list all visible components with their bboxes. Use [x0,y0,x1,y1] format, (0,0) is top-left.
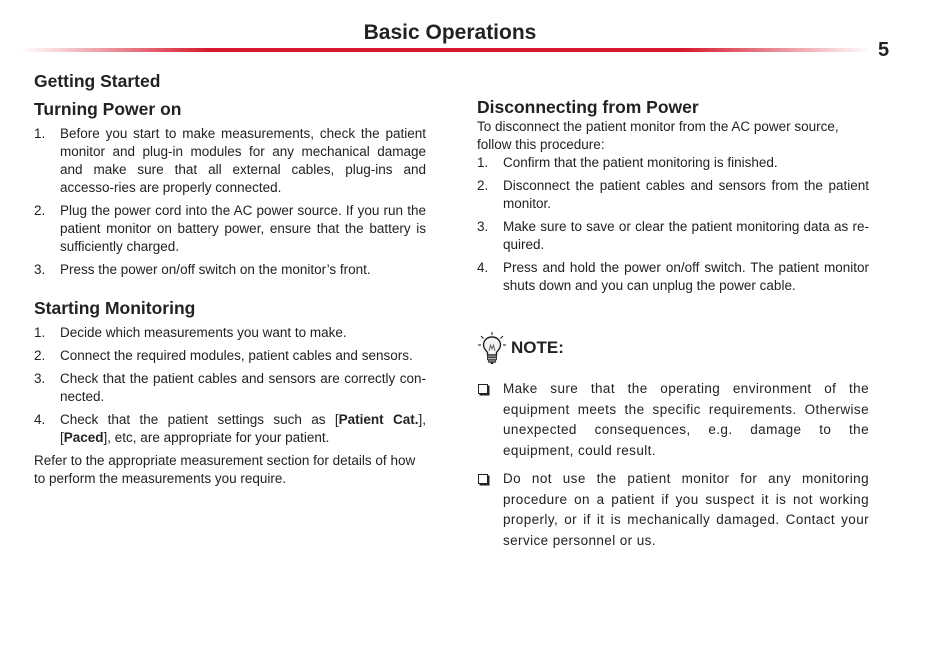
refer-paragraph: Refer to the appropriate measurement section for details of how to perform the measurements you require. [34,453,416,486]
list-item [34,411,426,447]
note-list [477,379,869,551]
page-number: 5 [878,39,890,61]
list-item [34,125,426,197]
list-item [34,347,426,365]
list-item [477,154,869,172]
step-text-part: Check that the patient settings such as [ [60,412,339,427]
step-text: Disconnect the patient cables and sensors from the patient monitor. [503,178,869,211]
list-item [34,202,426,256]
step-text: Check that the patient cables and sensors are correctly con-nected. [60,371,426,404]
power-on-steps [34,125,426,279]
step-number: 2. [34,348,46,363]
note-header [477,331,869,365]
list-item [477,469,869,551]
step-number: 3. [477,219,489,234]
step-number: 3. [34,262,46,277]
step-text: Plug the power cord into the AC power source. If you run the patient monitor on battery power, ensure that the battery is sufficiently charged. [60,203,426,254]
step-number: 4. [34,412,46,427]
checkbox-bullet-icon [478,384,488,394]
left-column [34,70,426,488]
step-text-part: ], etc, are appropriate for your patient. [103,430,330,445]
setting-patient-cat: Patient Cat. [338,412,419,427]
lightbulb-icon [477,331,507,365]
list-item [477,218,869,254]
setting-paced: Paced [63,430,104,445]
step-number: 4. [477,260,489,275]
header-rule [22,48,870,52]
checkbox-bullet-icon [478,474,488,484]
right-column [477,96,869,559]
list-item [477,259,869,295]
step-text: Confirm that the patient monitoring is finished. [503,155,778,170]
list-item [34,370,426,406]
list-item [34,261,426,279]
subsection-title-starting-monitoring: Starting Monitoring [34,298,196,318]
step-number: 1. [34,126,46,141]
step-text: Press the power on/off switch on the monitor’s front. [60,262,371,277]
step-number: 2. [34,203,46,218]
step-text: Press and hold the power on/off switch. The patient monitor shuts down and you can unplug the power cable. [503,260,869,293]
note-text: Do not use the patient monitor for any monitoring procedure on a patient if you suspect it is not working properly, or if it is mechanically damaged. Contact your service personnel or us. [503,471,869,548]
step-number: 1. [34,325,46,340]
step-number: 3. [34,371,46,386]
step-text-part: ], [ [60,412,427,445]
disconnect-intro: To disconnect the patient monitor from the AC power source, follow this procedure: [477,119,839,152]
monitoring-steps [34,324,426,447]
subsection-title-disconnecting: Disconnecting from Power [477,97,699,117]
list-item [34,324,426,342]
note-text: Make sure that the operating environment of the equipment meets the specific requirements. Otherwise unexpected consequences, e.g. damage to the equipment, could result. [503,381,869,458]
step-number: 2. [477,178,489,193]
subsection-title-turning-power-on: Turning Power on [34,99,182,119]
step-text: Make sure to save or clear the patient monitoring data as re-quired. [503,219,869,252]
list-item [477,379,869,461]
step-number: 1. [477,155,489,170]
section-title-getting-started: Getting Started [34,71,161,91]
list-item [477,177,869,213]
step-text: Decide which measurements you want to make. [60,325,347,340]
step-text: Connect the required modules, patient cables and sensors. [60,348,413,363]
page-title: Basic Operations [363,21,537,44]
note-title: NOTE: [511,338,564,357]
step-text: Before you start to make measurements, check the patient monitor and plug-in modules for any mechanical damage and make sure that all external cables, plug-ins and accesso-ries are properly connected. [60,126,426,195]
disconnect-steps [477,154,869,295]
